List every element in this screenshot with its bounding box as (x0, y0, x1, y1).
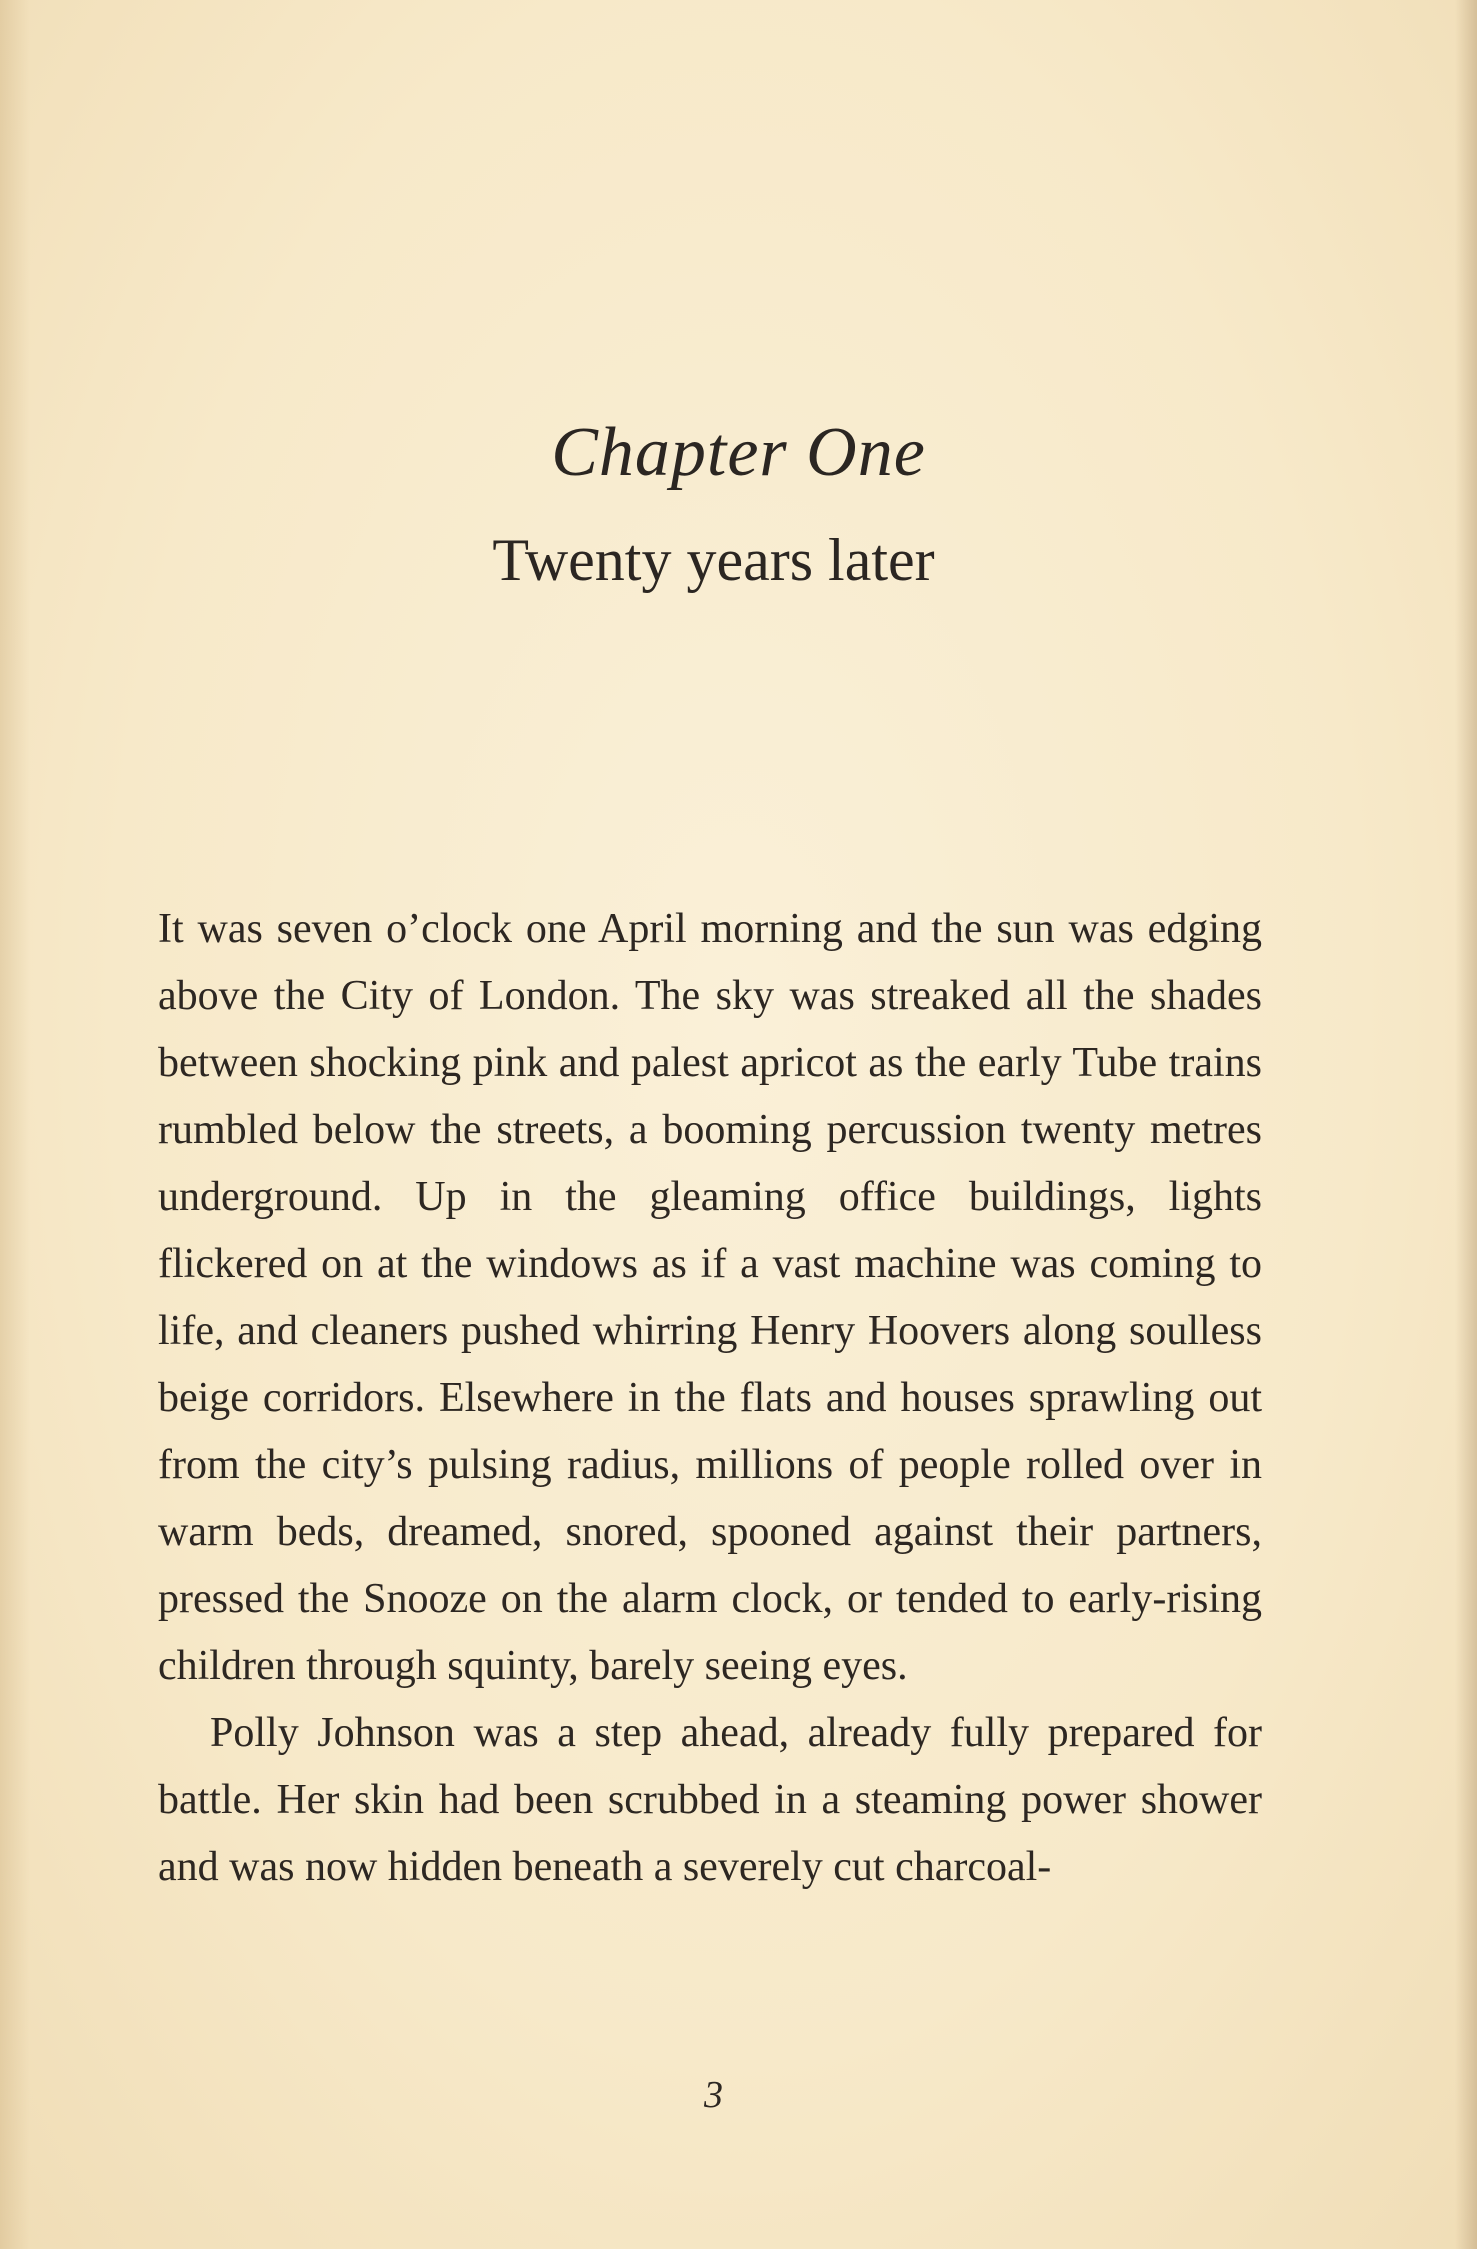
page-number: 3 (704, 2074, 723, 2116)
paragraph-1: It was seven o’clock one April morning and the sun was edging above the City of London. The sky was streaked all the shades between shocking pink and palest apricot as the early Tube trains rumbled below the streets, a booming percussion twenty metres underground. Up in the gleaming office buildings, lights flickered on at the windows as if a vast machine was coming to life, and cleaners pushed whirring Henry Hoovers along soulless beige corridors. Elsewhere in the flats and houses sprawling out from the city’s pulsing radius, millions of people rolled over in warm beds, dreamed, snored, spooned against their partners, pressed the Snooze on the alarm clock, or tended to early-rising children through squinty, barely seeing eyes. (158, 906, 1262, 1689)
page-shadow-left (0, 0, 30, 2249)
paragraph-2: Polly Johnson was a step ahead, already fully prepared for battle. Her skin had been scrubbed in a steaming power shower and was now hidden beneath a severely cut charcoal- (158, 1710, 1262, 1890)
chapter-title: Chapter One (551, 414, 926, 491)
page-shadow-right (1455, 0, 1477, 2249)
body-text (158, 896, 1262, 1901)
chapter-subtitle: Twenty years later (492, 527, 935, 593)
